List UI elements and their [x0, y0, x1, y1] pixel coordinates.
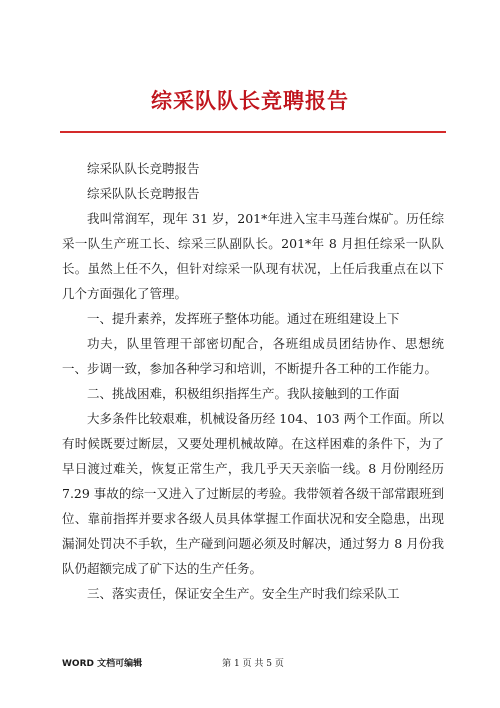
paragraph-heading-repeat-1: 综采队队长竞聘报告: [87, 161, 200, 176]
paragraph-section-2-heading: 二、挑战困难，积极组织指挥生产。我队接触到的工作面: [87, 386, 400, 401]
paragraph-introduction: 我叫常润军，现年 31 岁，201*年进入宝丰马莲台煤矿。历任综采一队生产班工长、综采三队副队长。201*年 8 月担任综采一队队长。虽然上任不久，但针对综采一队现有状况，上任后我重点在以下几个方面强化了管理。: [62, 211, 444, 301]
footer-editable-note: WORD 文档可编辑: [62, 659, 143, 669]
paragraph-section-2-body: 大多条件比较艰难，机械设备历经 104、103 两个工作面。所以有时候既要过断层，又要处理机械故障。在这样困难的条件下，为了早日渡过难关，恢复正常生产，我几乎天天亲临一线。8 月份刚经历 7.29 事故的综一又进入了过断层的考验。我带领着各级干部常跟班到位、靠前指挥并要求各级人员具体掌握工作面状况和安全隐患，出现漏洞处罚决不手软，生产碰到问题必须及时解决，通过努力 8 月份我队仍超额完成了矿下达的生产任务。: [62, 411, 444, 576]
document-body: [62, 156, 444, 606]
paragraph-section-1-heading: 一、提升素养，发挥班子整体功能。通过在班组建设上下: [87, 311, 400, 326]
paragraph-section-1-body: 功夫，队里管理干部密切配合，各班组成员团结协作、思想统一、步调一致，参加各种学习和培训，不断提升各工种的工作能力。: [62, 336, 444, 376]
paragraph-section-3-heading: 三、落实责任，保证安全生产。安全生产时我们综采队工: [87, 586, 400, 601]
footer-page-number: 第 1 页 共 5 页: [222, 659, 284, 669]
paragraph-heading-repeat-2: 综采队队长竞聘报告: [87, 186, 200, 201]
title-divider: [60, 131, 446, 133]
document-title: 综采队队长竞聘报告: [151, 88, 349, 113]
